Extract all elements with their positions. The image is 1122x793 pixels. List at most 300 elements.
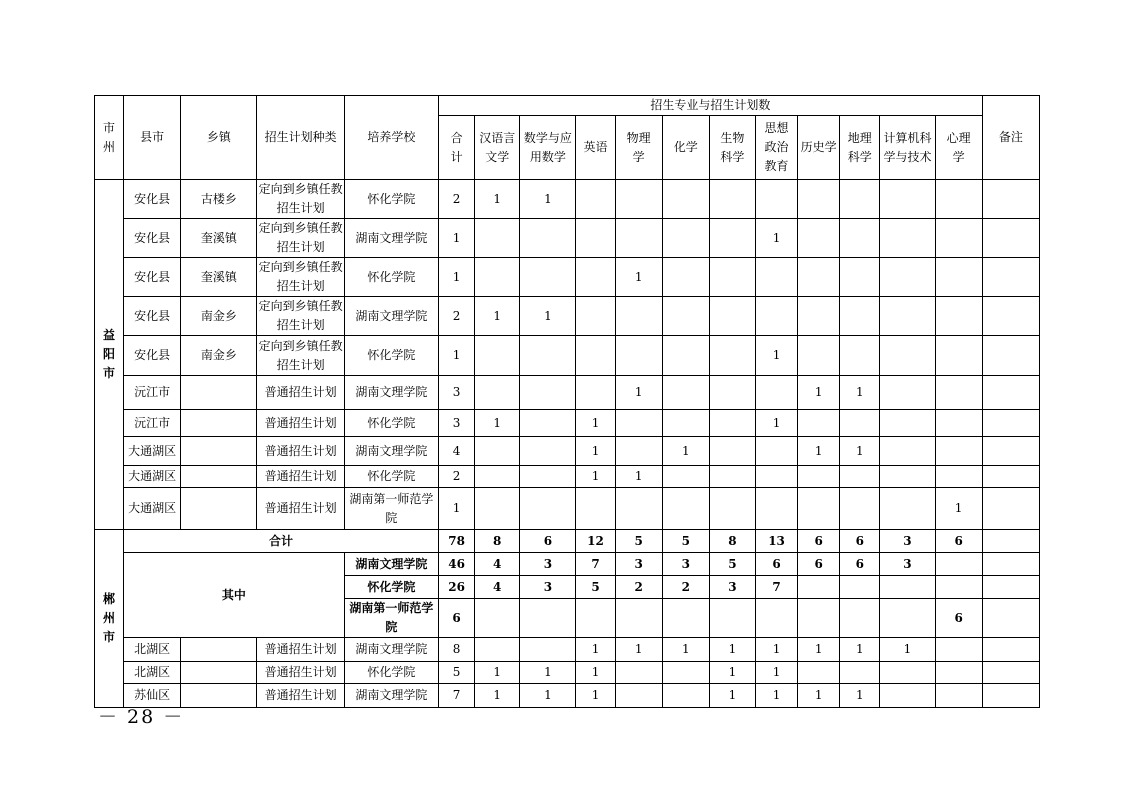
- plan-type-cell: 定向到乡镇任教招生计划: [257, 336, 344, 376]
- major-count: 1: [840, 684, 880, 708]
- town-cell: [181, 437, 257, 466]
- major-count: 1: [709, 638, 755, 662]
- city-cell-yiyang: [95, 180, 124, 530]
- major-count: [520, 410, 576, 437]
- plan-type-cell: 普通招生计划: [257, 684, 344, 708]
- plan-type-cell: 普通招生计划: [257, 638, 344, 662]
- school-cell: 怀化学院: [344, 336, 438, 376]
- county-cell: 安化县: [124, 219, 181, 258]
- major-count: [798, 599, 840, 638]
- major-count: 1: [709, 684, 755, 708]
- school-cell: 怀化学院: [344, 180, 438, 219]
- row-remark: [982, 576, 1039, 599]
- major-count: [576, 297, 615, 336]
- breakdown-row: [95, 553, 1040, 576]
- major-count: 1: [520, 297, 576, 336]
- major-count: [662, 258, 709, 297]
- major-count: [520, 488, 576, 530]
- row-total: 3: [439, 410, 475, 437]
- major-count: [475, 258, 520, 297]
- major-count: [935, 684, 982, 708]
- major-count: [520, 599, 576, 638]
- major-count: [935, 180, 982, 219]
- town-cell: 奎溪镇: [181, 219, 257, 258]
- major-count: [840, 576, 880, 599]
- major-count: 1: [475, 410, 520, 437]
- row-total: 1: [439, 219, 475, 258]
- total-label: 合计: [124, 530, 439, 553]
- table-row: [95, 219, 1040, 258]
- major-count: [475, 488, 520, 530]
- header-town: 乡镇: [181, 96, 257, 180]
- major-count: [880, 599, 935, 638]
- header-major-label: 思想政治教育: [764, 121, 789, 173]
- header-major: [756, 116, 798, 180]
- major-count: 1: [615, 466, 662, 488]
- major-count: [615, 437, 662, 466]
- major-count: 6: [840, 530, 880, 553]
- header-row: [95, 96, 1040, 116]
- row-total: 1: [439, 336, 475, 376]
- header-major: [520, 116, 576, 180]
- major-count: [520, 336, 576, 376]
- major-count: [798, 488, 840, 530]
- plan-type-cell: 定向到乡镇任教招生计划: [257, 297, 344, 336]
- header-major: [615, 116, 662, 180]
- header-major: [935, 116, 982, 180]
- header-major: [840, 116, 880, 180]
- major-count: [880, 466, 935, 488]
- major-count: [576, 376, 615, 410]
- major-count: 1: [840, 376, 880, 410]
- table-row: [95, 376, 1040, 410]
- major-count: 3: [520, 553, 576, 576]
- breakdown-school: 湖南第一师范学院: [344, 599, 438, 638]
- total-row: [95, 530, 1040, 553]
- school-cell: 湖南文理学院: [344, 684, 438, 708]
- major-count: [840, 599, 880, 638]
- major-count: [935, 297, 982, 336]
- major-count: 1: [880, 638, 935, 662]
- row-total: 8: [439, 638, 475, 662]
- major-count: [662, 684, 709, 708]
- town-cell: [181, 466, 257, 488]
- major-count: [798, 336, 840, 376]
- city-name-yiyang: 益阳市: [103, 328, 116, 380]
- major-count: 1: [615, 638, 662, 662]
- major-count: [709, 437, 755, 466]
- town-cell: [181, 488, 257, 530]
- table-row: [95, 258, 1040, 297]
- major-count: 2: [615, 576, 662, 599]
- major-count: 6: [935, 599, 982, 638]
- header-county: 县市: [124, 96, 181, 180]
- row-remark: [982, 530, 1039, 553]
- major-count: [880, 180, 935, 219]
- major-count: 1: [662, 437, 709, 466]
- major-count: 2: [662, 576, 709, 599]
- row-total: 1: [439, 258, 475, 297]
- header-majors-group: 招生专业与招生计划数: [439, 96, 983, 116]
- breakdown-school: 怀化学院: [344, 576, 438, 599]
- county-cell: 苏仙区: [124, 684, 181, 708]
- table-row: [95, 466, 1040, 488]
- major-count: [935, 219, 982, 258]
- major-count: [709, 258, 755, 297]
- major-count: [576, 336, 615, 376]
- major-count: [520, 376, 576, 410]
- plan-type-cell: 定向到乡镇任教招生计划: [257, 180, 344, 219]
- major-count: 13: [756, 530, 798, 553]
- school-cell: 怀化学院: [344, 466, 438, 488]
- major-count: [840, 219, 880, 258]
- row-remark: [982, 662, 1039, 684]
- town-cell: 南金乡: [181, 297, 257, 336]
- major-count: [709, 336, 755, 376]
- major-count: [662, 488, 709, 530]
- school-cell: 怀化学院: [344, 662, 438, 684]
- row-total: 26: [439, 576, 475, 599]
- major-count: [840, 297, 880, 336]
- row-remark: [982, 219, 1039, 258]
- row-remark: [982, 410, 1039, 437]
- major-count: 1: [520, 662, 576, 684]
- row-remark: [982, 437, 1039, 466]
- header-remark: 备注: [982, 96, 1039, 180]
- major-count: [662, 410, 709, 437]
- major-count: [662, 466, 709, 488]
- major-count: [662, 297, 709, 336]
- major-count: 3: [880, 553, 935, 576]
- header-major: [709, 116, 755, 180]
- header-major-label: 物理学: [626, 130, 651, 164]
- header-plan-type: 招生计划种类: [257, 96, 344, 180]
- major-count: 6: [935, 530, 982, 553]
- row-remark: [982, 488, 1039, 530]
- row-remark: [982, 599, 1039, 638]
- county-cell: 安化县: [124, 258, 181, 297]
- major-count: 5: [615, 530, 662, 553]
- table-row: [95, 336, 1040, 376]
- major-count: [615, 684, 662, 708]
- major-count: [709, 376, 755, 410]
- major-count: 3: [709, 576, 755, 599]
- major-count: [662, 219, 709, 258]
- major-count: [615, 599, 662, 638]
- major-count: [880, 437, 935, 466]
- plan-type-cell: 普通招生计划: [257, 488, 344, 530]
- county-cell: 安化县: [124, 336, 181, 376]
- major-count: [880, 258, 935, 297]
- table-row: [95, 410, 1040, 437]
- major-count: [798, 297, 840, 336]
- major-count: [840, 662, 880, 684]
- row-remark: [982, 336, 1039, 376]
- header-major-label: 计算机科学与技术: [883, 130, 932, 164]
- row-total: 2: [439, 180, 475, 219]
- county-cell: 大通湖区: [124, 466, 181, 488]
- table-row: [95, 684, 1040, 708]
- qizhong-label: 其中: [124, 553, 345, 638]
- table-row: [95, 488, 1040, 530]
- row-total: 1: [439, 488, 475, 530]
- plan-type-cell: 定向到乡镇任教招生计划: [257, 258, 344, 297]
- town-cell: [181, 662, 257, 684]
- major-count: [840, 466, 880, 488]
- plan-type-cell: 普通招生计划: [257, 410, 344, 437]
- major-count: [840, 488, 880, 530]
- major-count: 1: [756, 638, 798, 662]
- major-count: [756, 437, 798, 466]
- major-count: 1: [576, 466, 615, 488]
- major-count: 1: [756, 662, 798, 684]
- header-major-label: 历史学: [800, 140, 837, 154]
- major-count: [798, 258, 840, 297]
- breakdown-school: 湖南文理学院: [344, 553, 438, 576]
- major-count: [615, 662, 662, 684]
- major-count: [935, 553, 982, 576]
- town-cell: 南金乡: [181, 336, 257, 376]
- major-count: [662, 180, 709, 219]
- major-count: 8: [475, 530, 520, 553]
- header-major: [880, 116, 935, 180]
- plan-type-cell: 普通招生计划: [257, 466, 344, 488]
- major-count: [520, 638, 576, 662]
- major-count: [798, 466, 840, 488]
- major-count: [935, 576, 982, 599]
- major-count: 1: [475, 662, 520, 684]
- major-count: [520, 437, 576, 466]
- header-city: 市州: [95, 96, 124, 180]
- major-count: 1: [662, 638, 709, 662]
- row-total: 5: [439, 662, 475, 684]
- school-cell: 湖南文理学院: [344, 376, 438, 410]
- major-count: [935, 258, 982, 297]
- county-cell: 北湖区: [124, 638, 181, 662]
- major-count: [576, 180, 615, 219]
- major-count: [709, 180, 755, 219]
- major-count: 1: [475, 684, 520, 708]
- table-row: [95, 437, 1040, 466]
- major-count: 4: [475, 553, 520, 576]
- major-count: 3: [880, 530, 935, 553]
- major-count: [756, 180, 798, 219]
- school-cell: 湖南文理学院: [344, 219, 438, 258]
- major-count: 1: [840, 437, 880, 466]
- row-remark: [982, 376, 1039, 410]
- major-count: [756, 599, 798, 638]
- major-count: 5: [662, 530, 709, 553]
- major-count: [709, 466, 755, 488]
- major-count: [615, 410, 662, 437]
- major-count: [880, 410, 935, 437]
- town-cell: 古楼乡: [181, 180, 257, 219]
- table-row: [95, 638, 1040, 662]
- row-remark: [982, 180, 1039, 219]
- header-major-label: 化学: [673, 140, 698, 154]
- major-count: 3: [662, 553, 709, 576]
- header-school: 培养学校: [344, 96, 438, 180]
- major-count: [615, 488, 662, 530]
- major-count: [662, 376, 709, 410]
- major-count: 1: [576, 410, 615, 437]
- major-count: 12: [576, 530, 615, 553]
- major-count: [880, 336, 935, 376]
- row-remark: [982, 684, 1039, 708]
- major-count: [840, 336, 880, 376]
- major-count: [475, 638, 520, 662]
- major-count: 1: [798, 376, 840, 410]
- school-cell: 湖南文理学院: [344, 638, 438, 662]
- row-remark: [982, 638, 1039, 662]
- major-count: [840, 180, 880, 219]
- town-cell: [181, 376, 257, 410]
- header-major-label: 英语: [583, 140, 608, 154]
- row-remark: [982, 466, 1039, 488]
- major-count: [709, 599, 755, 638]
- major-count: 1: [475, 297, 520, 336]
- town-cell: 奎溪镇: [181, 258, 257, 297]
- header-major: [475, 116, 520, 180]
- county-cell: 大通湖区: [124, 437, 181, 466]
- major-count: 6: [798, 530, 840, 553]
- major-count: [475, 466, 520, 488]
- major-count: [756, 488, 798, 530]
- major-count: [520, 466, 576, 488]
- major-count: 1: [520, 684, 576, 708]
- header-major: [576, 116, 615, 180]
- major-count: [662, 662, 709, 684]
- header-major: [798, 116, 840, 180]
- major-count: [520, 219, 576, 258]
- major-count: [756, 466, 798, 488]
- major-count: 7: [576, 553, 615, 576]
- header-major-label: 生物科学: [720, 130, 745, 164]
- table-row: [95, 297, 1040, 336]
- header-major-label: 汉语言文学: [479, 130, 516, 164]
- major-count: [756, 258, 798, 297]
- plan-type-cell: 普通招生计划: [257, 437, 344, 466]
- table-row: [95, 180, 1040, 219]
- major-count: [798, 180, 840, 219]
- major-count: 6: [840, 553, 880, 576]
- major-count: 1: [576, 437, 615, 466]
- major-count: [935, 638, 982, 662]
- major-count: 5: [709, 553, 755, 576]
- major-count: [935, 376, 982, 410]
- county-cell: 安化县: [124, 297, 181, 336]
- header-total: 合计: [439, 116, 475, 180]
- major-count: [880, 576, 935, 599]
- city-name-chenzhou: 郴州市: [103, 592, 116, 644]
- major-count: [709, 219, 755, 258]
- major-count: 8: [709, 530, 755, 553]
- major-count: [576, 258, 615, 297]
- county-cell: 北湖区: [124, 662, 181, 684]
- major-count: [935, 437, 982, 466]
- major-count: 1: [756, 684, 798, 708]
- major-count: [798, 576, 840, 599]
- row-remark: [982, 553, 1039, 576]
- school-cell: 怀化学院: [344, 258, 438, 297]
- major-count: [615, 336, 662, 376]
- header-major-label: 地理科学: [847, 130, 872, 164]
- major-count: 1: [935, 488, 982, 530]
- header-major: [662, 116, 709, 180]
- major-count: 5: [576, 576, 615, 599]
- plan-type-cell: 普通招生计划: [257, 662, 344, 684]
- major-count: [662, 336, 709, 376]
- county-cell: 沅江市: [124, 410, 181, 437]
- town-cell: [181, 684, 257, 708]
- plan-type-cell: 定向到乡镇任教招生计划: [257, 219, 344, 258]
- major-count: [880, 488, 935, 530]
- major-count: [880, 662, 935, 684]
- row-total: 3: [439, 376, 475, 410]
- major-count: [880, 219, 935, 258]
- major-count: [935, 662, 982, 684]
- major-count: 1: [709, 662, 755, 684]
- major-count: [615, 180, 662, 219]
- town-cell: [181, 638, 257, 662]
- header-major-label: 数学与应用数学: [523, 130, 572, 164]
- major-count: [475, 599, 520, 638]
- header-major-label: 心理学: [946, 130, 971, 164]
- major-count: [935, 466, 982, 488]
- row-total: 78: [439, 530, 475, 553]
- major-count: [576, 599, 615, 638]
- major-count: 1: [615, 258, 662, 297]
- major-count: [709, 297, 755, 336]
- major-count: [709, 488, 755, 530]
- major-count: 1: [756, 336, 798, 376]
- row-total: 4: [439, 437, 475, 466]
- major-count: [475, 219, 520, 258]
- major-count: 1: [798, 437, 840, 466]
- major-count: [475, 437, 520, 466]
- major-count: [798, 219, 840, 258]
- row-total: 2: [439, 466, 475, 488]
- major-count: [520, 258, 576, 297]
- major-count: 1: [576, 662, 615, 684]
- major-count: 1: [798, 638, 840, 662]
- major-count: 1: [576, 684, 615, 708]
- major-count: 4: [475, 576, 520, 599]
- school-cell: 怀化学院: [344, 410, 438, 437]
- row-total: 6: [439, 599, 475, 638]
- county-cell: 安化县: [124, 180, 181, 219]
- major-count: 3: [520, 576, 576, 599]
- major-count: [935, 336, 982, 376]
- major-count: [880, 684, 935, 708]
- enrollment-plan-table: [94, 95, 1040, 708]
- row-remark: [982, 258, 1039, 297]
- row-remark: [982, 297, 1039, 336]
- major-count: [576, 488, 615, 530]
- major-count: [662, 599, 709, 638]
- city-cell-chenzhou: [95, 530, 124, 708]
- major-count: 6: [520, 530, 576, 553]
- major-count: [756, 376, 798, 410]
- town-cell: [181, 410, 257, 437]
- major-count: 6: [798, 553, 840, 576]
- major-count: 1: [840, 638, 880, 662]
- major-count: [840, 258, 880, 297]
- school-cell: 湖南文理学院: [344, 297, 438, 336]
- major-count: [798, 410, 840, 437]
- row-total: 2: [439, 297, 475, 336]
- major-count: [615, 297, 662, 336]
